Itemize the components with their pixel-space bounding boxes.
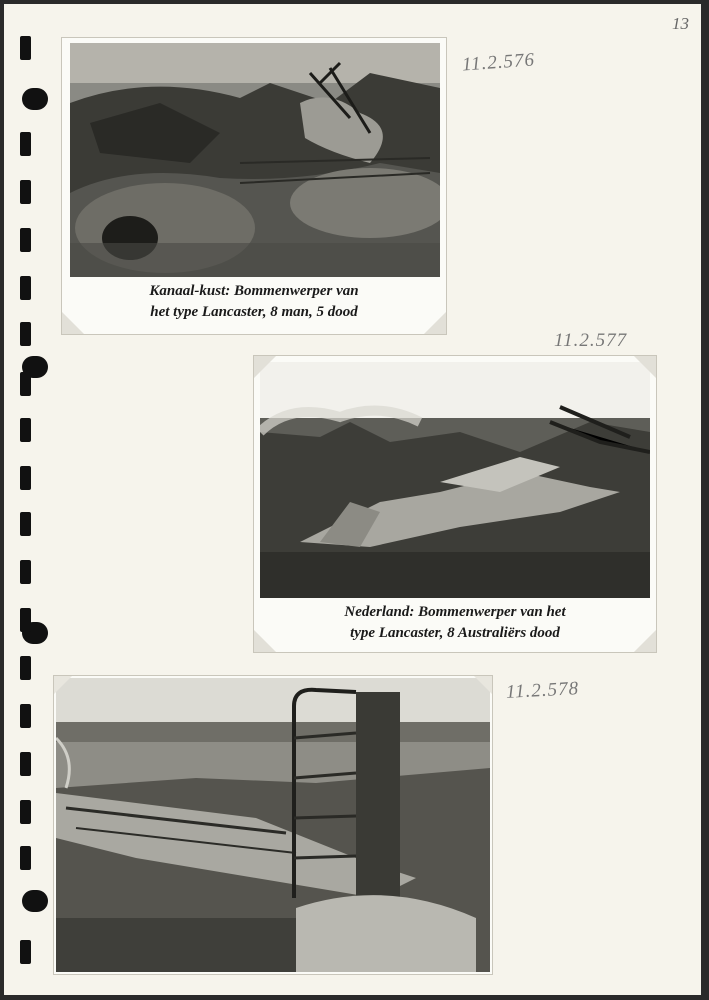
clipping-3-reference: 11.2.578	[505, 678, 580, 703]
clipping-3	[54, 676, 492, 974]
binder-hole	[20, 36, 31, 60]
clipping-1-reference: 11.2.576	[461, 49, 536, 76]
binder-hole	[20, 132, 31, 156]
binder-hole	[20, 180, 31, 204]
binder-ring	[22, 890, 48, 912]
clipping-1-photo	[70, 43, 440, 277]
photo-corner	[254, 630, 276, 652]
clipping-2-caption-line-2: type Lancaster, 8 Australiërs dood	[350, 625, 560, 641]
clipping-1-caption	[62, 281, 446, 323]
clipping-2-reference: 11.2.577	[554, 330, 628, 351]
clipping-2-caption-line-1: Nederland: Bommenwerper van het	[344, 604, 566, 620]
clipping-1-caption-line-1: Kanaal-kust: Bommenwerper van	[149, 283, 359, 299]
binder-ring	[22, 88, 48, 110]
clipping-2	[254, 356, 656, 652]
photo-corner	[254, 356, 276, 378]
album-page	[4, 4, 701, 995]
clipping-1-caption-line-2: het type Lancaster, 8 man, 5 dood	[150, 304, 358, 320]
binder-hole	[20, 466, 31, 490]
clipping-2-caption	[254, 602, 656, 644]
photo-corner	[62, 312, 84, 334]
binder-hole	[20, 372, 31, 396]
binder-hole	[20, 512, 31, 536]
binder-hole	[20, 800, 31, 824]
page-number: 13	[672, 14, 689, 33]
binder-hole	[20, 704, 31, 728]
binder-hole	[20, 322, 31, 346]
binder-hole	[20, 940, 31, 964]
binder-hole	[20, 656, 31, 680]
binder-hole	[20, 752, 31, 776]
binder-hole	[20, 608, 31, 632]
clipping-2-photo	[260, 362, 650, 598]
clipping-3-photo	[56, 678, 490, 972]
photo-corner	[474, 676, 492, 694]
binder-hole	[20, 418, 31, 442]
photo-corner	[54, 676, 72, 694]
photo-corner	[424, 312, 446, 334]
clipping-1	[62, 38, 446, 334]
binder-hole	[20, 846, 31, 870]
photo-corner	[634, 356, 656, 378]
binder-hole	[20, 228, 31, 252]
photo-corner	[634, 630, 656, 652]
binder-hole	[20, 276, 31, 300]
binder-hole	[20, 560, 31, 584]
